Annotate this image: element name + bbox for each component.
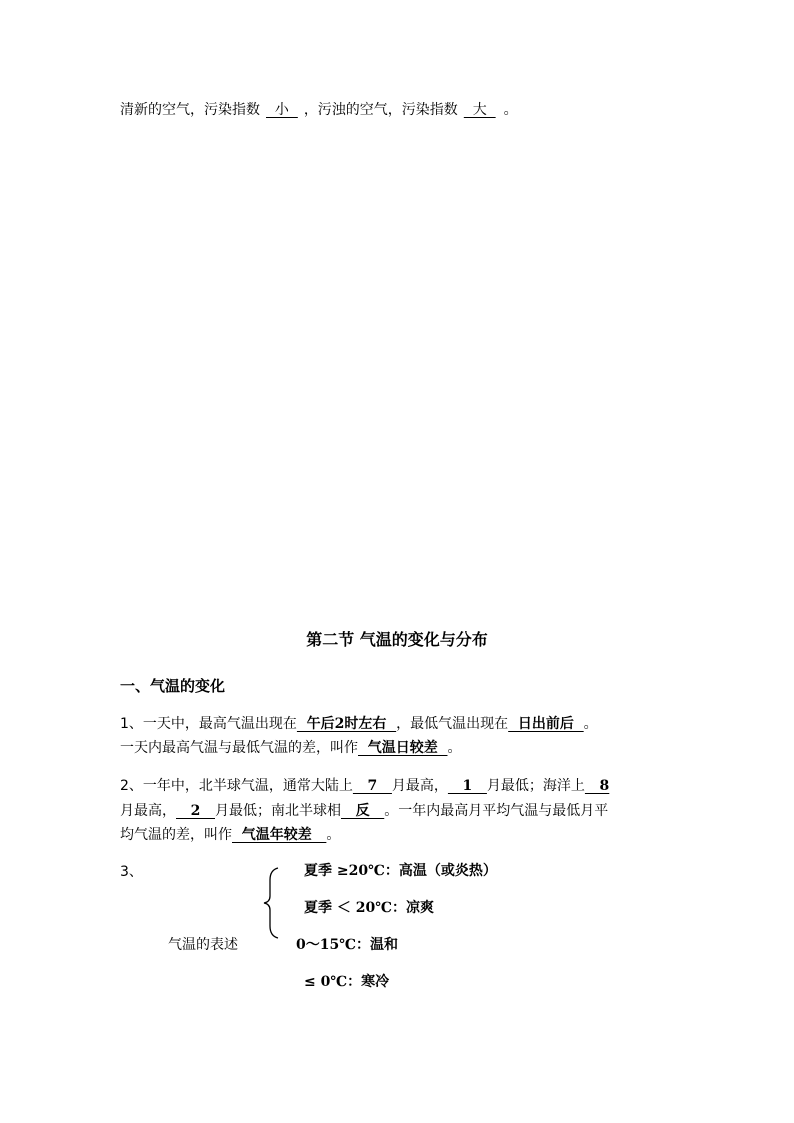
p2-text-2: 月最高，	[391, 778, 448, 794]
top-text-3: 。	[503, 102, 518, 118]
answer-blank-min-time: 日出前后	[508, 716, 584, 732]
answer-blank-land-max: 7	[352, 778, 392, 794]
p2-text-3: 月最低；海洋上	[486, 778, 585, 794]
paragraph-2-line-3	[120, 824, 340, 844]
answer-blank-annual-range: 气温年较差	[232, 827, 327, 843]
paragraph-2-line-2	[120, 800, 608, 820]
item-number: 2	[120, 778, 129, 794]
p2-text-1: 、一年中，北半球气温，通常大陆上	[128, 778, 353, 794]
p1-text-5: 。	[447, 740, 462, 756]
item-number: 1	[120, 716, 129, 732]
top-text-1: 清新的空气，污染指数	[120, 102, 260, 118]
p2-text-6: 。一年内最高月平均气温与最低月平	[384, 803, 609, 819]
answer-blank-small: 小	[266, 102, 298, 118]
temp-desc-cool: 夏季 ＜ 20℃：凉爽	[304, 900, 435, 916]
temp-desc-cold: ≤ 0℃：寒冷	[304, 974, 390, 990]
p2-text-8: 。	[326, 827, 341, 843]
answer-blank-max-time: 午后2时左右	[296, 716, 397, 732]
top-text-2: ，污浊的空气，污染指数	[303, 102, 458, 118]
item-3-number: 3、	[120, 864, 143, 880]
paragraph-2-line-1	[120, 775, 609, 795]
section-title: 第二节 气温的变化与分布	[306, 630, 488, 649]
temp-desc-hot: 夏季 ≥20℃：高温（或炎热）	[304, 863, 497, 879]
section-heading: 一、气温的变化	[120, 677, 226, 695]
temp-description-label: 气温的表述	[168, 937, 238, 953]
p1-text-1: 、一天中，最高气温出现在	[128, 716, 297, 732]
answer-blank-large: 大	[463, 102, 496, 118]
paragraph-1-line-2	[120, 737, 462, 757]
p1-text-2: ，最低气温出现在	[396, 716, 509, 732]
p1-text-3: 。	[583, 716, 598, 732]
answer-blank-land-min: 1	[447, 778, 487, 794]
answer-blank-ocean-max: 8	[584, 778, 610, 794]
p2-text-5: 月最低；南北半球相	[215, 803, 341, 819]
temp-desc-mild: 0～15℃：温和	[296, 937, 398, 953]
answer-blank-daily-range: 气温日较差	[358, 740, 448, 756]
top-line	[120, 99, 518, 119]
paragraph-1-line-1	[120, 713, 598, 733]
answer-blank-ocean-min: 2	[176, 803, 215, 819]
answer-blank-opposite: 反	[341, 803, 385, 819]
curly-brace-icon	[262, 866, 302, 940]
p2-text-4: 月最高，	[120, 803, 176, 819]
p2-text-7: 均气温的差，叫作	[120, 827, 232, 843]
p1-text-4: 一天内最高气温与最低气温的差，叫作	[120, 740, 358, 756]
